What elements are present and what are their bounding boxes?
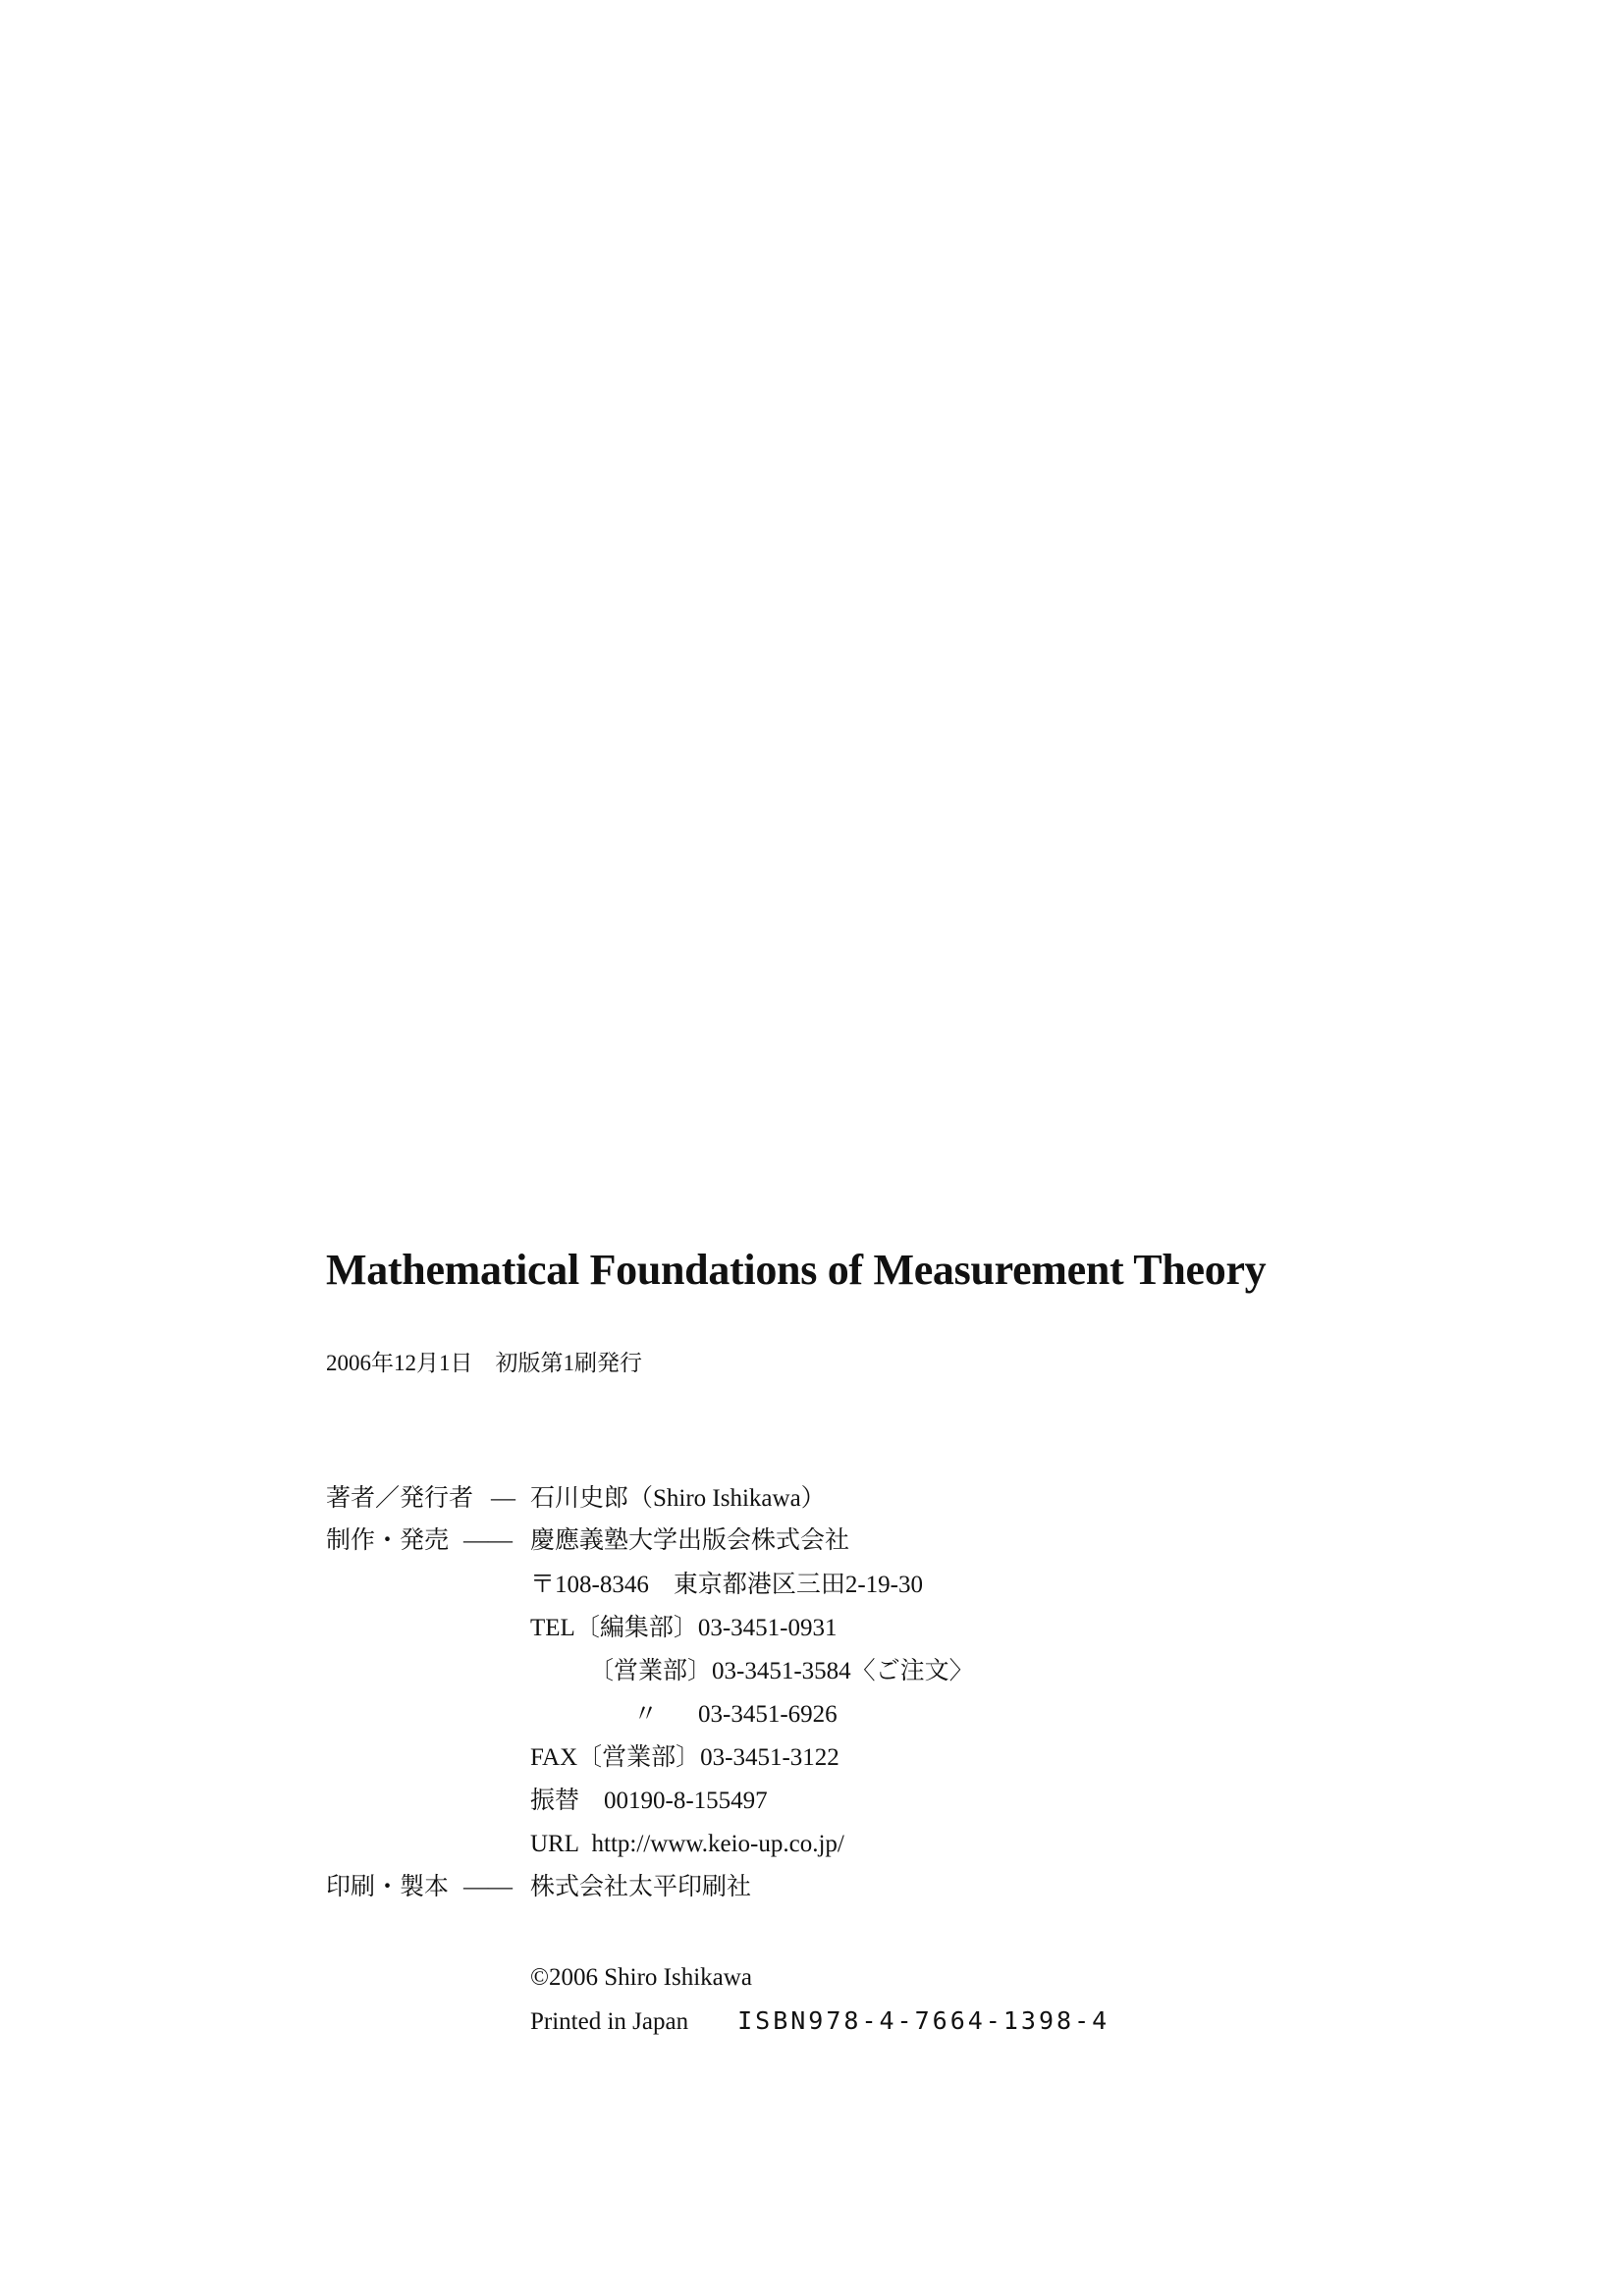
- production-label: 制作・発売: [326, 1527, 450, 1554]
- book-title: Mathematical Foundations of Measurement Theory: [326, 1246, 1267, 1294]
- tel-ditto-mark: 〃: [633, 1701, 659, 1728]
- production-value: 慶應義塾大学出版会株式会社: [530, 1527, 850, 1554]
- printing-label: 印刷・製本: [326, 1874, 450, 1900]
- author-label: 著者／発行者: [326, 1485, 474, 1512]
- url-link[interactable]: http://www.keio-up.co.jp/: [591, 1831, 844, 1857]
- printing-dash: ——: [463, 1874, 513, 1900]
- edition-line: 2006年12月1日 初版第1刷発行: [326, 1351, 642, 1375]
- isbn-number: ISBN978-4-7664-1398-4: [737, 2006, 1110, 2035]
- url-label: URL: [530, 1831, 579, 1857]
- transfer-account: 振替 00190-8-155497: [530, 1788, 768, 1814]
- author-dash: —: [491, 1485, 515, 1512]
- url-line: [530, 1830, 844, 1859]
- fax-number: FAX〔営業部〕03-3451-3122: [530, 1744, 839, 1771]
- printing-value: 株式会社太平印刷社: [530, 1874, 752, 1900]
- postal-address: 〒108-8346 東京都港区三田2-19-30: [530, 1572, 923, 1598]
- tel-other: 03-3451-6926: [698, 1701, 838, 1728]
- printed-isbn-line: [530, 2006, 1110, 2037]
- tel-editorial: TEL〔編集部〕03-3451-0931: [530, 1615, 838, 1641]
- tel-sales: 〔営業部〕03-3451-3584〈ご注文〉: [589, 1658, 974, 1684]
- production-dash: ——: [463, 1527, 513, 1554]
- printed-in: Printed in Japan: [530, 2008, 689, 2035]
- copyright-line: ©2006 Shiro Ishikawa: [530, 1964, 752, 1991]
- author-value: 石川史郎（Shiro Ishikawa）: [530, 1485, 826, 1512]
